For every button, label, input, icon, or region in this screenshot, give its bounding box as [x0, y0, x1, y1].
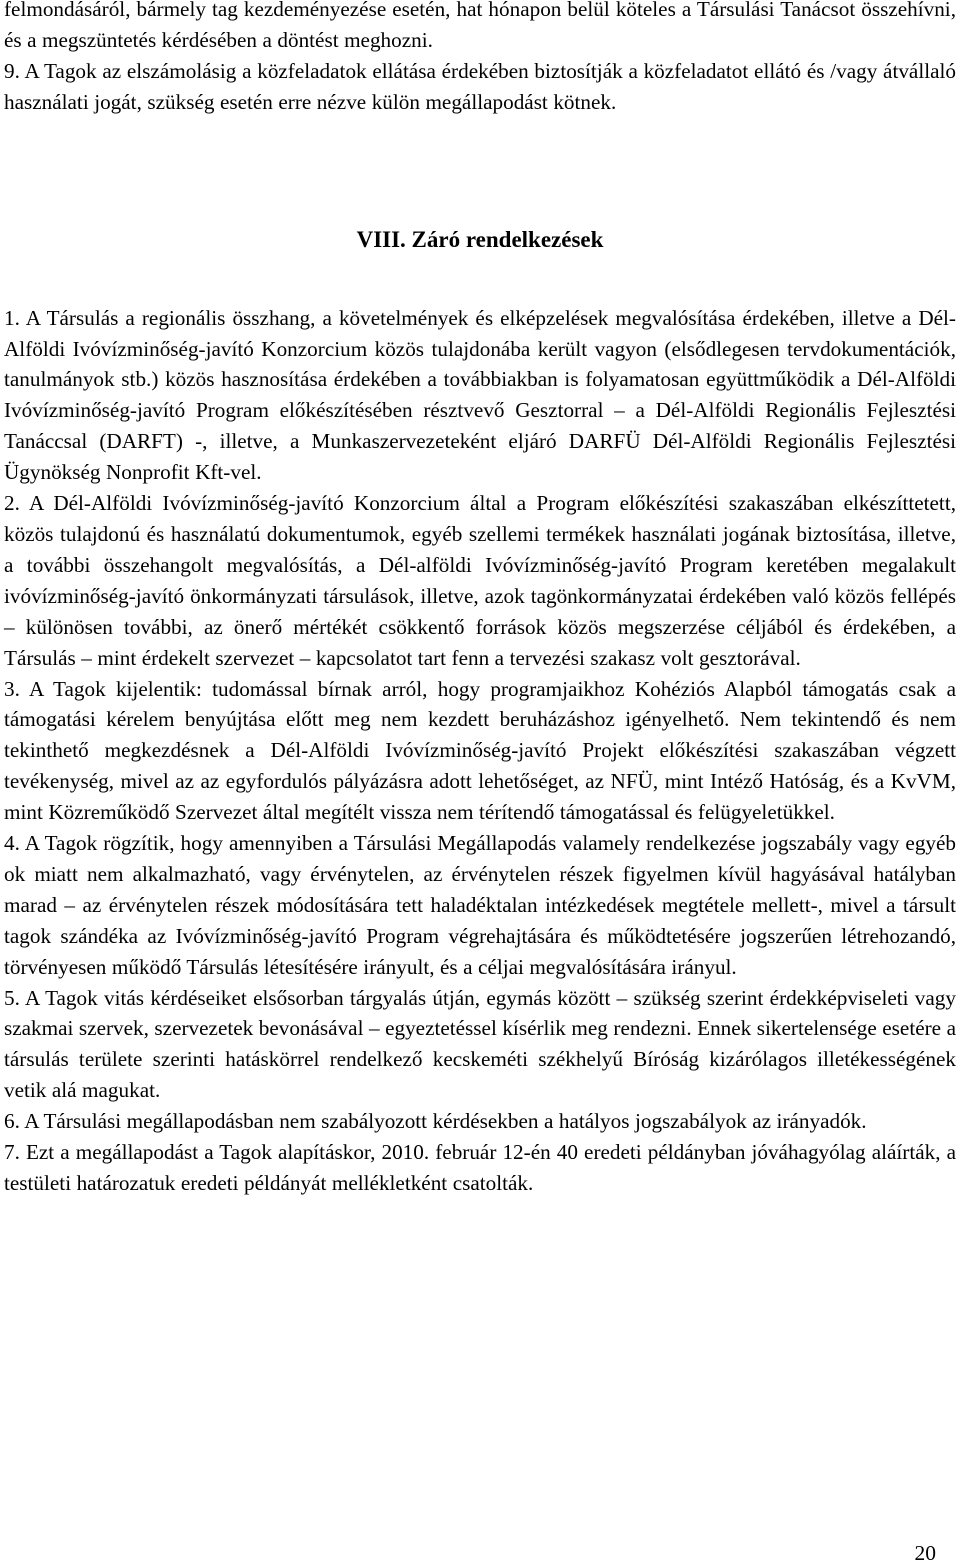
paragraph-item-7: 7. Ezt a megállapodást a Tagok alapításkor, 2010. február 12-én 40 eredeti példányban jóváhagyólag aláírták, a testületi határozatuk eredeti példányát mellékletként csatolták. — [4, 1140, 956, 1195]
paragraph-item-4: 4. A Tagok rögzítik, hogy amennyiben a Társulási Megállapodás valamely rendelkezése jogszabály vagy egyéb ok miatt nem alkalmazható, vagy érvénytelen, az érvénytelen részek figyelmen kívül hagyásával hatályban marad – az érvénytelen részek módosítására tett haladéktalan intézkedések megtétele mellett-, mivel a társult tagok szándéka az Ivóvízminőség-javító Program végrehajtására és működtetésére jogszerűen létrehozandó, törvényesen működő Társulás létesítésére irányult, és a céljai megvalósítására irányul. — [4, 831, 956, 979]
paragraph-item-3: 3. A Tagok kijelentik: tudomással bírnak arról, hogy programjaikhoz Kohéziós Alapból támogatás csak a támogatási kérelem benyújtása előtt meg nem kezdett beruházáshoz igényelhető. Nem tekintendő és nem tekinthető megkezdésnek a Dél-Alföldi Ivóvízminőség-javító Projekt előkészítési szakaszában végzett tevékenység, mivel az az egyfordulós pályázásra adott lehetőséget, az NFÜ, mint Intéző Hatóság, és a KvVM, mint Közreműködő Szervezet által megítélt vissza nem térítendő támogatással és felügyeletükkel. — [4, 676, 956, 825]
document-page — [4, 0, 956, 1199]
paragraph-item-9: 9. A Tagok az elszámolásig a közfeladatok ellátása érdekében biztosítják a közfeladatot ellátó és /vagy átvállaló használati jogát, szükség esetén erre nézve külön megállapodást kötnek. — [4, 58, 956, 114]
paragraph-item-2: 2. A Dél-Alföldi Ivóvízminőség-javító Konzorcium által a Program előkészítési szakaszában elkészíttetett, közös tulajdonú és használatú dokumentumok, egyéb szellemi termékek használati jogának biztosítása, illetve, a további összehangolt megvalósítás, a Dél-alföldi Ivóvízminőség-javító Program keretében megalakult ivóvízminőség-javító önkormányzati társulások, illetve, azok tagönkormányzatai érdekében való közös fellépés – különösen további, az önerő mértékét csökkentő források közös megszerzése céljából és érdekében, a Társulás – mint érdekelt szervezet – kapcsolatot tart fenn a tervezési szakasz volt gesztorával. — [4, 491, 956, 670]
paragraph-item-1: 1. A Társulás a regionális összhang, a követelmények és elképzelések megvalósítása érdekében, illetve a Dél-Alföldi Ivóvízminőség-javító Konzorcium közös tulajdonába került vagyon (elsődlegesen tervdokumentációk, tanulmányok stb.) közös hasznosítása érdekében a továbbiakban is folyamatosan együttműködik a Dél-Alföldi Ivóvízminőség-javító Program előkészítésében résztvevő Gesztorral – a Dél-Alföldi Regionális Fejlesztési Tanáccsal (DARFT) -, illetve, a Munkaszervezeteként eljáró DARFÜ Dél-Alföldi Regionális Fejlesztési Ügynökség Nonprofit Kft-vel. — [4, 305, 956, 485]
paragraph-item-5: 5. A Tagok vitás kérdéseiket elsősorban tárgyalás útján, egymás között – szükség szerint érdekképviseleti vagy szakmai szervek, szervezetek bevonásával – egyeztetéssel kísérlik meg rendezni. Ennek sikertelensége esetére a társulás területe szerinti hatáskörrel rendelkező kecskeméti székhelyű Bíróság kizárólagos illetékességének vetik alá magukat. — [4, 985, 956, 1103]
section-heading-container — [4, 225, 956, 255]
section-heading: VIII. Záró rendelkezések — [356, 226, 604, 252]
paragraph-continuation: felmondásáról, bármely tag kezdeményezése esetén, hat hónapon belül köteles a Társulási Tanácsot összehívni, és a megszüntetés kérdésében a döntést meghozni. — [4, 0, 956, 52]
paragraph-item-6: 6. A Társulási megállapodásban nem szabályozott kérdésekben a hatályos jogszabályok az irányadók. — [4, 1109, 867, 1134]
page-number: 20 — [914, 1541, 936, 1565]
